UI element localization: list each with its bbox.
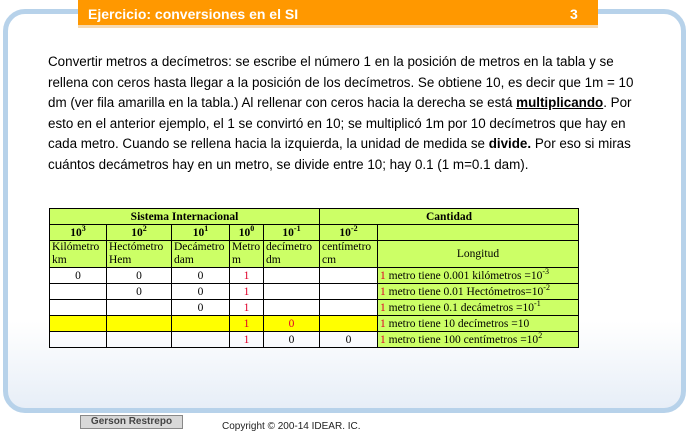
cell-cm: 0 xyxy=(320,332,378,348)
cell-m: 1 xyxy=(230,284,264,300)
paragraph-text-1: Convertir metros a decímetros: se escribe el número 1 en la posición de metros en la tabla y se rellena con ceros hasta llegar a la posición de los decímetros. Se obtiene 10, es decir que 1m = 10 dm (ver fila amarilla en la tabla.) Al rellenar con ceros hacia la derecha se está xyxy=(48,54,634,110)
header-cantidad: Cantidad xyxy=(320,209,579,225)
power-dm: $10^{-1}$ xyxy=(264,225,320,241)
divide-keyword: divide. xyxy=(488,136,532,151)
cell-cm xyxy=(320,268,378,284)
header-sistema-internacional: Sistema Internacional xyxy=(50,209,320,225)
equivalence-cell: 1 metro tiene 0.1 decámetros $=10^{-1}$ xyxy=(378,300,579,316)
power-m: $10^0$ xyxy=(230,225,264,241)
cell-dam: 0 xyxy=(172,300,230,316)
power-hm: $10^2$ xyxy=(107,225,172,241)
paragraph-text-2: . Por esto en el anterior ejemplo, el 1 se convirtó en 10; se multiplicó 1m por 10 decímetros que hay en cada metro. Cuando se rellena hacia la izquierda, la unidad de medida se xyxy=(48,95,632,151)
cell-dam xyxy=(172,316,230,332)
table-row xyxy=(50,332,579,348)
cell-dam xyxy=(172,332,230,348)
cell-cm xyxy=(320,300,378,316)
unit-dam: Decámetro dam xyxy=(172,241,230,268)
cell-m: 1 xyxy=(230,316,264,332)
si-conversion-table xyxy=(49,208,579,348)
table-row xyxy=(50,284,579,300)
equivalence-cell: 1 metro tiene 0.01 $Hectómetros=10^{-2}$ xyxy=(378,284,579,300)
power-dam: $10^1$ xyxy=(172,225,230,241)
cell-dm: 0 xyxy=(264,316,320,332)
unit-hm: Hectómetro Hem xyxy=(107,241,172,268)
author-label: Gerson Restrepo xyxy=(80,415,183,429)
unit-dm: decímetro dm xyxy=(264,241,320,268)
paragraph-text-3: Por eso si miras cuántos decámetros hay en un metro, se divide entre 10; hay 0.1 (1 m=0.1 dam). xyxy=(48,136,631,172)
cell-hm: 0 xyxy=(107,284,172,300)
equivalence-cell: 1 metro tiene 0.001 kilómetros $=10^{-3}$ xyxy=(378,268,579,284)
table-row xyxy=(50,300,579,316)
lesson-title: Ejercicio: conversiones en el SI xyxy=(88,6,299,22)
cell-cm xyxy=(320,284,378,300)
cell-hm: 0 xyxy=(107,268,172,284)
multiplicando-keyword: multiplicando xyxy=(516,95,604,110)
cell-m: 1 xyxy=(230,332,264,348)
cell-hm xyxy=(107,332,172,348)
unit-km: Kilómetro km xyxy=(50,241,107,268)
cell-km xyxy=(50,300,107,316)
cell-m: 1 xyxy=(230,268,264,284)
page-number: 3 xyxy=(570,6,578,22)
cell-km xyxy=(50,332,107,348)
cell-hm xyxy=(107,316,172,332)
power-cm: $10^{-2}$ xyxy=(320,225,378,241)
cell-hm xyxy=(107,300,172,316)
explanation-paragraph xyxy=(48,52,644,175)
cell-dm: 0 xyxy=(264,332,320,348)
power-km: $10^3$ xyxy=(50,225,107,241)
highlighted-row xyxy=(50,316,579,332)
cell-km: 0 xyxy=(50,268,107,284)
cell-dm xyxy=(264,268,320,284)
copyright-text: Copyright © 200-14 IDEAR. IC. xyxy=(222,421,361,432)
unit-cm: centímetro cm xyxy=(320,241,378,268)
equivalence-cell: 1 metro tiene 100 centímetros $=10^2$ xyxy=(378,332,579,348)
cell-dam: 0 xyxy=(172,268,230,284)
power-blank xyxy=(378,225,579,241)
unit-m: Metro m xyxy=(230,241,264,268)
table-row xyxy=(50,268,579,284)
cell-m: 1 xyxy=(230,300,264,316)
quantity-longitud: Longitud xyxy=(378,241,579,268)
equivalence-cell: 1 metro tiene 10 decímetros =10 xyxy=(378,316,579,332)
cell-km xyxy=(50,284,107,300)
cell-dm xyxy=(264,300,320,316)
cell-dm xyxy=(264,284,320,300)
cell-km xyxy=(50,316,107,332)
cell-cm xyxy=(320,316,378,332)
cell-dam: 0 xyxy=(172,284,230,300)
